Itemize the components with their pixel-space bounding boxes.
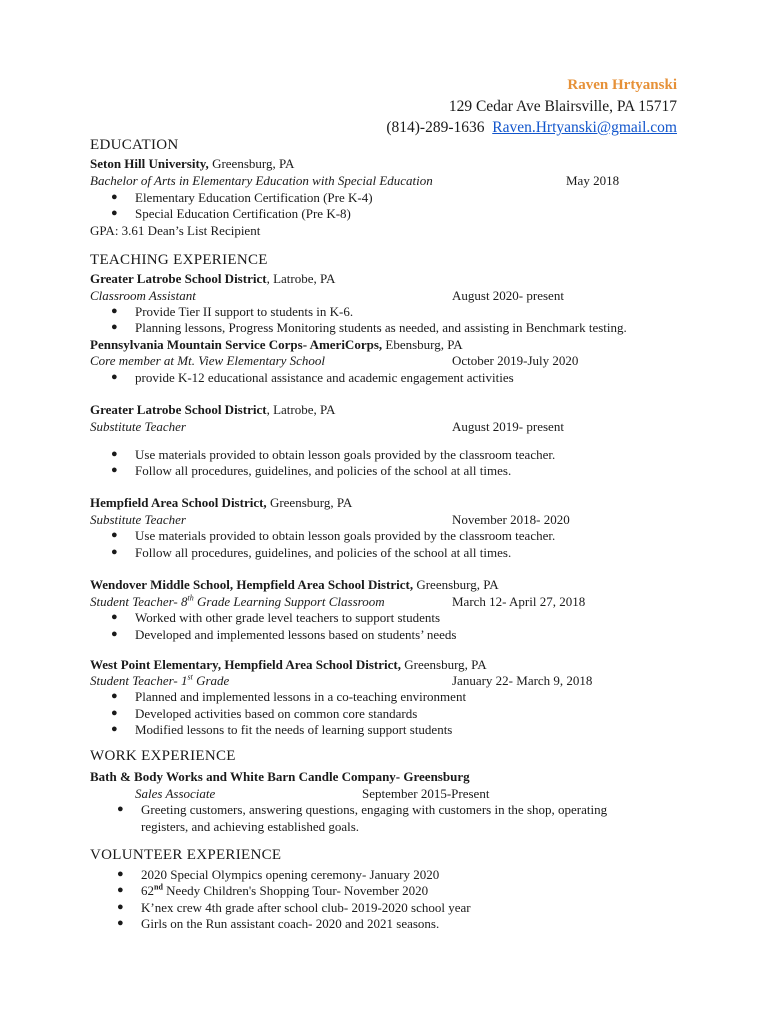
job-role: Substitute Teacher <box>90 512 186 527</box>
bullet-icon: ● <box>117 901 124 913</box>
job-role: Student Teacher- 1st Grade <box>90 672 230 688</box>
contact-line <box>386 117 677 138</box>
contact-header <box>386 74 677 138</box>
address: 129 Cedar Ave Blairsville, PA 15717 <box>448 98 677 115</box>
list-item: ● 62nd Needy Children's Shopping Tour- November 2020 <box>117 882 429 898</box>
bullet-icon: ● <box>117 884 124 896</box>
education-date: May 2018 <box>566 173 620 188</box>
bullet-icon: ● <box>111 207 118 219</box>
list-item: ● Worked with other grade level teachers to support students <box>111 610 441 625</box>
list-item: ● Use materials provided to obtain lesson goals provided by the classroom teacher. <box>111 528 556 543</box>
list-item: ● provide K-12 educational assistance and academic engagement activities <box>111 370 514 385</box>
job-date: November 2018- 2020 <box>452 512 570 527</box>
teaching-heading: TEACHING EXPERIENCE <box>90 252 268 268</box>
job-role: Classroom Assistant <box>90 288 196 303</box>
list-item: ● Modified lessons to fit the needs of learning support students <box>111 722 453 737</box>
list-item: ● Planning lessons, Progress Monitoring students as needed, and assisting in Benchmark testing. <box>111 320 627 335</box>
bullet-icon: ● <box>111 628 118 640</box>
list-item: ● K’nex crew 4th grade after school club- 2019-2020 school year <box>117 900 471 915</box>
job-role: Core member at Mt. View Elementary School <box>90 353 326 368</box>
job-date: January 22- March 9, 2018 <box>452 673 593 688</box>
list-item: ● Greeting customers, answering questions, engaging with customers in the shop, operating registers, and achieving established goals. <box>117 802 608 834</box>
bullet-icon: ● <box>111 546 118 558</box>
list-item: ● Developed activities based on common core standards <box>111 706 418 721</box>
email-link[interactable]: Raven.Hrtyanski@gmail.com <box>492 119 677 136</box>
bullet-icon: ● <box>111 464 118 476</box>
list-item: ● Elementary Education Certification (Pre K-4) <box>111 190 373 205</box>
list-item: ● 2020 Special Olympics opening ceremony- January 2020 <box>117 867 440 882</box>
list-item: ● Planned and implemented lessons in a co-teaching environment <box>111 689 467 704</box>
school-name: Seton Hill University, <box>90 156 209 171</box>
work-heading: WORK EXPERIENCE <box>90 748 236 764</box>
list-item: ● Follow all procedures, guidelines, and policies of the school at all times. <box>111 463 512 478</box>
list-item: ● Girls on the Run assistant coach- 2020 and 2021 seasons. <box>117 916 440 931</box>
education-degree: Bachelor of Arts in Elementary Education with Special Education <box>90 173 433 188</box>
job-date: August 2019- present <box>452 419 564 434</box>
education-heading: EDUCATION <box>90 137 179 153</box>
list-item: ● Use materials provided to obtain lesson goals provided by the classroom teacher. <box>111 447 556 462</box>
job-org: West Point Elementary, Hempfield Area School District, Greensburg, PA <box>90 657 487 672</box>
bullet-icon: ● <box>117 803 124 815</box>
candidate-name: Raven Hrtyanski <box>567 77 677 93</box>
bullet-icon: ● <box>111 371 118 383</box>
job-org: Pennsylvania Mountain Service Corps- AmeriCorps, Ebensburg, PA <box>90 337 463 352</box>
bullet-icon: ● <box>117 917 124 929</box>
job-org: Wendover Middle School, Hempfield Area School District, Greensburg, PA <box>90 577 499 592</box>
bullet-icon: ● <box>111 321 118 333</box>
bullet-icon: ● <box>111 448 118 460</box>
work-role: Sales Associate <box>135 786 216 801</box>
list-item: ● Developed and implemented lessons based on students’ needs <box>111 627 457 642</box>
education-school <box>90 155 294 172</box>
bullet-icon: ● <box>111 529 118 541</box>
school-location: Greensburg, PA <box>208 156 295 171</box>
phone: (814)-289-1636 <box>386 119 485 136</box>
bullet-icon: ● <box>111 707 118 719</box>
education-gpa: GPA: 3.61 Dean’s List Recipient <box>90 223 261 238</box>
job-org: Greater Latrobe School District, Latrobe, PA <box>90 271 336 286</box>
bullet-icon: ● <box>111 611 118 623</box>
list-item: ● Special Education Certification (Pre K-8) <box>111 206 351 221</box>
job-date: October 2019-July 2020 <box>452 353 579 368</box>
work-date: September 2015-Present <box>362 786 490 801</box>
job-role: Student Teacher- 8th Grade Learning Support Classroom <box>90 593 385 609</box>
job-date: March 12- April 27, 2018 <box>452 594 586 609</box>
bullet-icon: ● <box>111 723 118 735</box>
work-org: Bath & Body Works and White Barn Candle Company- Greensburg <box>90 769 470 784</box>
list-item: ● Provide Tier II support to students in K-6. <box>111 304 354 319</box>
bullet-icon: ● <box>111 305 118 317</box>
job-org: Greater Latrobe School District, Latrobe, PA <box>90 402 336 417</box>
job-role: Substitute Teacher <box>90 419 186 434</box>
bullet-icon: ● <box>111 690 118 702</box>
bullet-icon: ● <box>111 191 118 203</box>
job-org: Hempfield Area School District, Greensburg, PA <box>90 495 353 510</box>
list-item: ● Follow all procedures, guidelines, and policies of the school at all times. <box>111 545 512 560</box>
volunteer-heading: VOLUNTEER EXPERIENCE <box>90 847 282 863</box>
bullet-icon: ● <box>117 868 124 880</box>
job-date: August 2020- present <box>452 288 564 303</box>
